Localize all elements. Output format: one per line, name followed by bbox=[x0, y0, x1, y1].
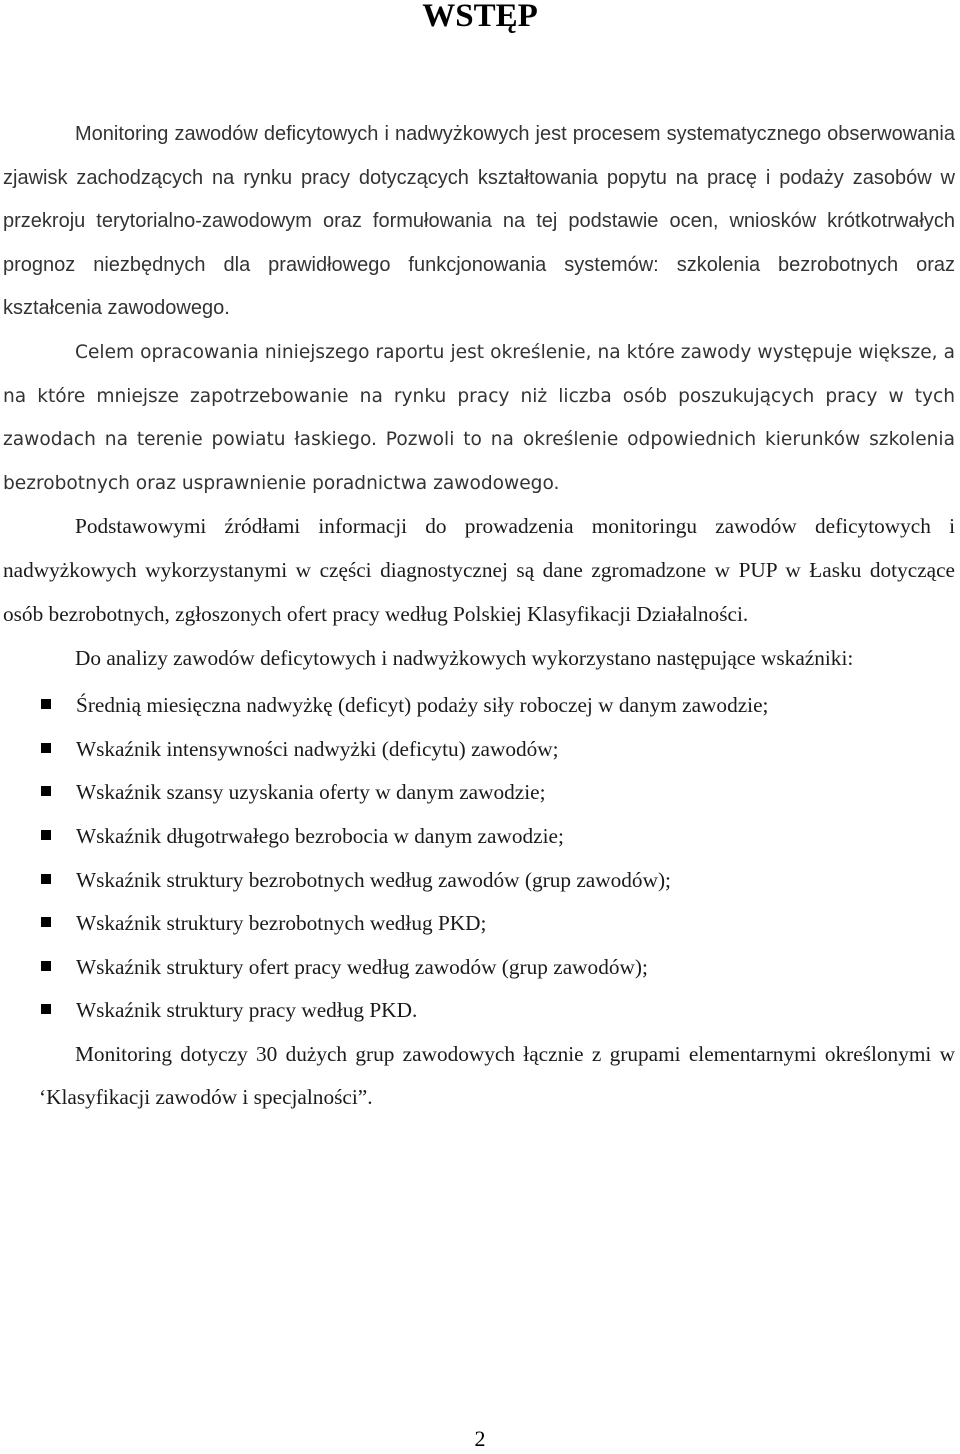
indicator-text: Wskaźnik długotrwałego bezrobocia w danym zawodzie; bbox=[76, 823, 564, 848]
square-bullet-icon bbox=[41, 830, 51, 840]
indicator-text: Wskaźnik struktury pracy według PKD. bbox=[76, 998, 418, 1023]
square-bullet-icon bbox=[41, 786, 51, 796]
indicator-text: Wskaźnik szansy uzyskania oferty w danym zawodzie; bbox=[76, 780, 546, 805]
square-bullet-icon bbox=[41, 743, 51, 753]
indicator-text: Wskaźnik struktury bezrobotnych według zawodów (grup zawodów); bbox=[76, 867, 671, 892]
indicator-item bbox=[3, 771, 955, 815]
square-bullet-icon bbox=[41, 961, 51, 971]
indicator-text: Wskaźnik struktury bezrobotnych według PKD; bbox=[76, 911, 487, 936]
paragraph-goal: Celem opracowania niniejszego raportu jest określenie, na które zawody występuje większe, a na które mniejsze zapotrzebowanie na rynku pracy niż liczba osób poszukujących pracy w tych zawodach na terenie powiatu łaskiego. Pozwoli to na określenie odpowiednich kierunków szkolenia bezrobotnych oraz usprawnienie poradnictwa zawodowego. bbox=[3, 341, 955, 494]
indicator-text: Wskaźnik struktury ofert pracy według zawodów (grup zawodów); bbox=[76, 954, 648, 979]
paragraph-closing: Monitoring dotyczy 30 dużych grup zawodowych łącznie z grupami elementarnymi określonymi w ‘Klasyfikacji zawodów i specjalności”. bbox=[39, 1041, 955, 1110]
square-bullet-icon bbox=[41, 1004, 51, 1014]
indicator-text: Średnią miesięczna nadwyżkę (deficyt) podaży siły roboczej w danym zawodzie; bbox=[76, 693, 769, 718]
indicator-item bbox=[3, 989, 955, 1033]
square-bullet-icon bbox=[41, 917, 51, 927]
indicator-list bbox=[3, 684, 955, 1033]
page-title: WSTĘP bbox=[422, 0, 538, 34]
indicator-item bbox=[3, 728, 955, 772]
square-bullet-icon bbox=[41, 699, 51, 709]
indicator-text: Wskaźnik intensywności nadwyżki (deficytu) zawodów; bbox=[76, 736, 559, 761]
page-number: 2 bbox=[474, 1426, 486, 1451]
square-bullet-icon bbox=[41, 874, 51, 884]
indicator-item bbox=[3, 902, 955, 946]
paragraph-sources: Podstawowymi źródłami informacji do prowadzenia monitoringu zawodów deficytowych i nadwyżkowych wykorzystanymi w części diagnostycznej są dane zgromadzone w PUP w Łasku dotyczące osób bezrobotnych, zgłoszonych ofert pracy według Polskiej Klasyfikacji Działalności. bbox=[3, 514, 955, 626]
paragraph-indicators-intro: Do analizy zawodów deficytowych i nadwyżkowych wykorzystano następujące wskaźniki: bbox=[75, 646, 854, 671]
indicator-item bbox=[3, 815, 955, 859]
indicator-item bbox=[3, 859, 955, 903]
indicator-item bbox=[3, 946, 955, 990]
indicator-item bbox=[3, 684, 955, 728]
document-body bbox=[3, 113, 955, 1120]
paragraph-intro: Monitoring zawodów deficytowych i nadwyżkowych jest procesem systematycznego obserwowania zjawisk zachodzących na rynku pracy dotyczących kształtowania popytu na pracę i podaży zasobów w przekroju terytorialno-zawodowym oraz formułowania na tej podstawie ocen, wniosków krótkotrwałych prognoz niezbędnych dla prawidłowego funkcjonowania systemów: szkolenia bezrobotnych oraz kształcenia zawodowego. bbox=[3, 123, 955, 320]
